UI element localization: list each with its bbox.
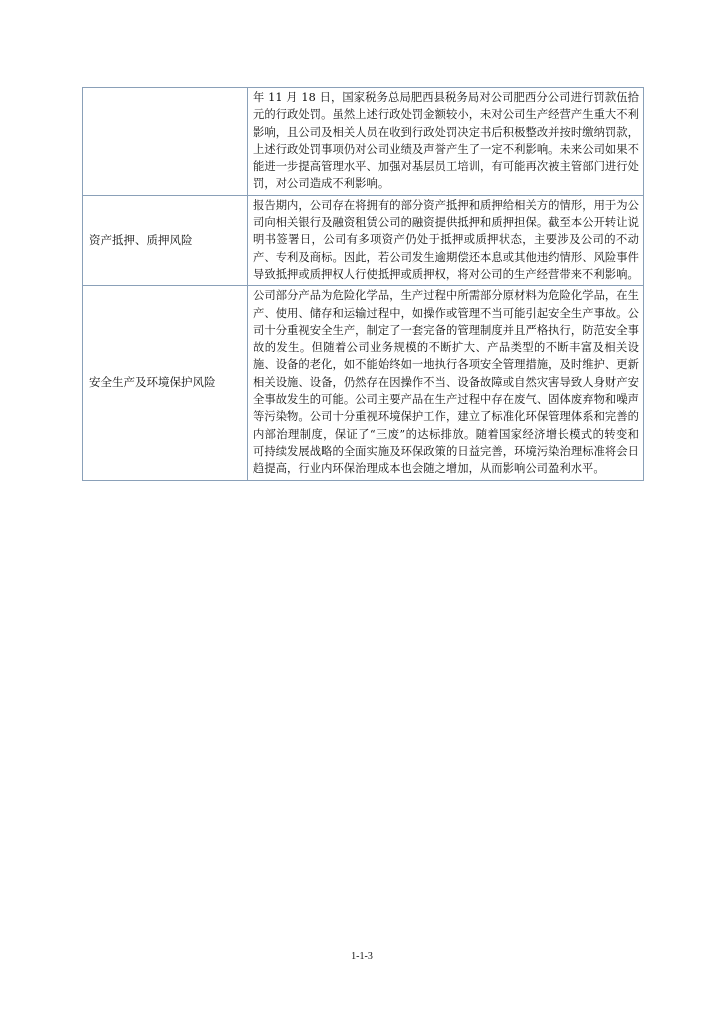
risk-description-cell: 年 11 月 18 日，国家税务总局肥西县税务局对公司肥西分公司进行罚款伍拾元的行政处罚。虽然上述行政处罚金额较小，未对公司生产经营产生重大不利影响，且公司及相关人员在收到行政处罚决定书后积极整改并按时缴纳罚款，上述行政处罚事项仍对公司业绩及声誉产生了一定不利影响。未来公司如果不能进一步提高管理水平、加强对基层员工培训，有可能再次被主管部门进行处罚，对公司造成不利影响。 [248, 88, 644, 196]
risk-name-cell [83, 88, 248, 196]
table-row [83, 195, 644, 285]
risk-table [82, 87, 644, 481]
risk-description-cell: 公司部分产品为危险化学品，生产过程中所需部分原材料为危险化学品，在生产、使用、储存和运输过程中，如操作或管理不当可能引起安全生产事故。公司十分重视安全生产，制定了一套完备的管理制度并且严格执行，防范安全事故的发生。但随着公司业务规模的不断扩大、产品类型的不断丰富及相关设施、设备的老化，如不能始终如一地执行各项安全管理措施，及时维护、更新相关设施、设备，仍然存在因操作不当、设备故障或自然灾害导致人身财产安全事故发生的可能。公司主要产品在生产过程中存在废气、固体废弃物和噪声等污染物。公司十分重视环境保护工作，建立了标准化环保管理体系和完善的内部治理制度，保证了“三废”的达标排放。随着国家经济增长模式的转变和可持续发展战略的全面实施及环保政策的日益完善，环境污染治理标准将会日趋提高，行业内环保治理成本也会随之增加，从而影响公司盈利水平。 [248, 286, 644, 480]
table-row [83, 88, 644, 196]
page-number: 1-1-3 [351, 951, 373, 962]
table-row [83, 286, 644, 480]
risk-description-cell: 报告期内，公司存在将拥有的部分资产抵押和质押给相关方的情形，用于为公司向相关银行及融资租赁公司的融资提供抵押和质押担保。截至本公开转让说明书签署日，公司有多项资产仍处于抵押或质押状态，主要涉及公司的不动产、专利及商标。因此，若公司发生逾期偿还本息或其他违约情形、风险事件导致抵押或质押权人行使抵押或质押权，将对公司的生产经营带来不利影响。 [248, 195, 644, 285]
risk-name-cell: 安全生产及环境保护风险 [83, 286, 248, 480]
risk-name-cell: 资产抵押、质押风险 [83, 195, 248, 285]
